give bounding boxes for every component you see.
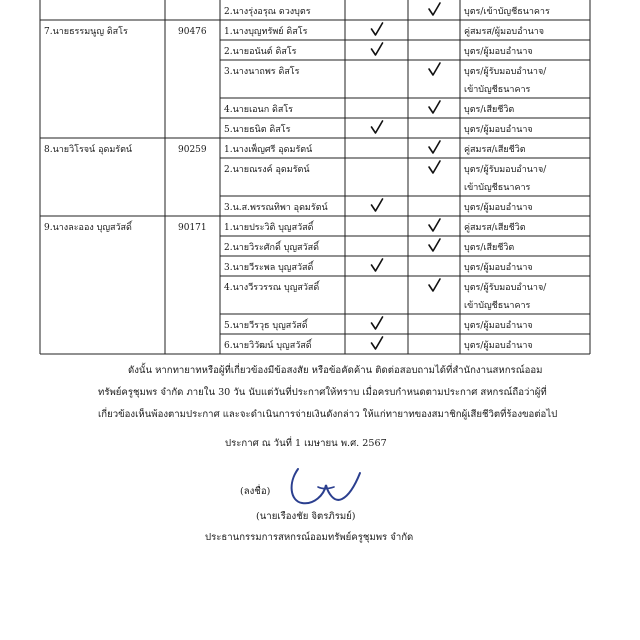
heir-relation: บุตร/ผู้มอบอำนาจ xyxy=(464,263,533,273)
heir-name: 3.นายวีระพล บุญสวัสดิ์ xyxy=(224,263,314,273)
member-name: 9.นางละออง บุญสวัสดิ์ xyxy=(44,223,132,233)
check-mark-icon xyxy=(372,199,383,211)
heir-name: 5.นายวีรวุธ บุญสวัสดิ์ xyxy=(224,321,308,331)
heir-relation: บุตร/ผู้มอบอำนาจ xyxy=(464,47,533,57)
notice-line-2: ทรัพย์ครูชุมพร จำกัด ภายใน 30 วัน นับแต่วันที่ประกาศให้ทราบ เมื่อครบกำหนดตามประกาศ สหกรณ์ถือว่าผู้ที่ xyxy=(98,387,547,398)
heir-relation: บุตร/ผู้มอบอำนาจ xyxy=(464,203,533,213)
signer-name: (นายเรืองชัย จิตรภิรมย์) xyxy=(256,511,356,522)
heir-relation: เข้าบัญชีธนาคาร xyxy=(464,183,531,193)
heir-name: 1.นายประวิติ บุญสวัสดิ์ xyxy=(224,223,314,233)
check-mark-icon xyxy=(372,337,383,349)
heir-relation: บุตร/ผู้รับมอบอำนาจ/ xyxy=(464,283,547,293)
check-mark-icon xyxy=(429,219,440,231)
signer-position: ประธานกรรมการสหกรณ์ออมทรัพย์ครูชุมพร จำกัด xyxy=(205,532,414,543)
check-mark-icon xyxy=(429,239,440,251)
heir-name: 2.นายวิระศักดิ์ บุญสวัสดิ์ xyxy=(224,243,319,253)
check-mark-icon xyxy=(429,63,440,75)
heir-relation: คู่สมรส/เสียชีวิต xyxy=(464,223,526,233)
check-mark-icon xyxy=(372,317,383,329)
heir-relation: บุตร/ผู้รับมอบอำนาจ/ xyxy=(464,67,547,77)
member-name: 8.นายวิโรจน์ อุดมรัตน์ xyxy=(44,145,133,155)
check-mark-icon xyxy=(372,23,383,35)
check-mark-icon xyxy=(429,161,440,173)
sign-label: (ลงชื่อ) xyxy=(240,486,271,497)
heir-name: 2.นายณรงค์ อุดมรัตน์ xyxy=(224,165,310,175)
check-mark-icon xyxy=(372,43,383,55)
heir-name: 5.นายธนิต ดิสโร xyxy=(224,125,291,135)
heir-relation: เข้าบัญชีธนาคาร xyxy=(464,301,531,311)
notice-line-3: เกี่ยวข้องเห็นพ้องตามประกาศ และจะดำเนินการจ่ายเงินดังกล่าว ให้แก่ทายาทของสมาชิกผู้เสียชีวิตที่ร้องขอต่อไป xyxy=(98,409,558,420)
heir-relation: บุตร/ผู้มอบอำนาจ xyxy=(464,125,533,135)
heir-relation: บุตร/เสียชีวิต xyxy=(464,243,515,253)
heir-name: 3.น.ส.พรรณทิพา อุดมรัตน์ xyxy=(224,203,328,213)
check-mark-icon xyxy=(372,121,383,133)
heir-name: 1.นางเพ็ญศรี อุดมรัตน์ xyxy=(224,145,313,155)
heir-name: 4.นางวีรวรรณ บุญสวัสดิ์ xyxy=(224,283,320,293)
heir-relation: คู่สมรส/เสียชีวิต xyxy=(464,145,526,155)
heir-name: 3.นางนาถพร ดิสโร xyxy=(224,67,300,77)
check-mark-icon xyxy=(429,141,440,153)
heir-relation: คู่สมรส/ผู้มอบอำนาจ xyxy=(464,27,545,37)
heir-relation: บุตร/ผู้มอบอำนาจ xyxy=(464,341,533,351)
heir-name: 2.นางรุ่งอรุณ ดวงบุตร xyxy=(224,7,311,17)
check-mark-icon xyxy=(429,3,440,15)
heir-name: 4.นายเอนก ดิสโร xyxy=(224,105,294,115)
heir-relation: บุตร/เข้าบัญชีธนาคาร xyxy=(464,7,550,17)
check-mark-icon xyxy=(372,259,383,271)
heir-name: 1.นางบุญทรัพย์ ดิสโร xyxy=(224,27,308,37)
member-name: 7.นายธรรมนูญ ดิสโร xyxy=(44,27,128,37)
heir-name: 2.นายอนันต์ ดิสโร xyxy=(224,47,297,57)
member-id: 90259 xyxy=(178,145,207,155)
heir-relation: เข้าบัญชีธนาคาร xyxy=(464,85,531,95)
heir-relation: บุตร/เสียชีวิต xyxy=(464,105,515,115)
announce-date: ประกาศ ณ วันที่ 1 เมษายน พ.ศ. 2567 xyxy=(225,438,387,449)
check-mark-icon xyxy=(429,279,440,291)
member-id: 90476 xyxy=(178,27,207,37)
heir-relation: บุตร/ผู้รับมอบอำนาจ/ xyxy=(464,165,547,175)
heir-relation: บุตร/ผู้มอบอำนาจ xyxy=(464,321,533,331)
heir-name: 6.นายวิวัฒน์ บุญสวัสดิ์ xyxy=(224,341,312,351)
notice-line-1: ดังนั้น หากทายาทหรือผู้ที่เกี่ยวข้องมีข้อสงสัย หรือข้อคัดค้าน ติดต่อสอบถามได้ที่สำนักงานสหกรณ์ออม xyxy=(128,365,543,376)
check-mark-icon xyxy=(429,101,440,113)
member-id: 90171 xyxy=(178,223,207,233)
